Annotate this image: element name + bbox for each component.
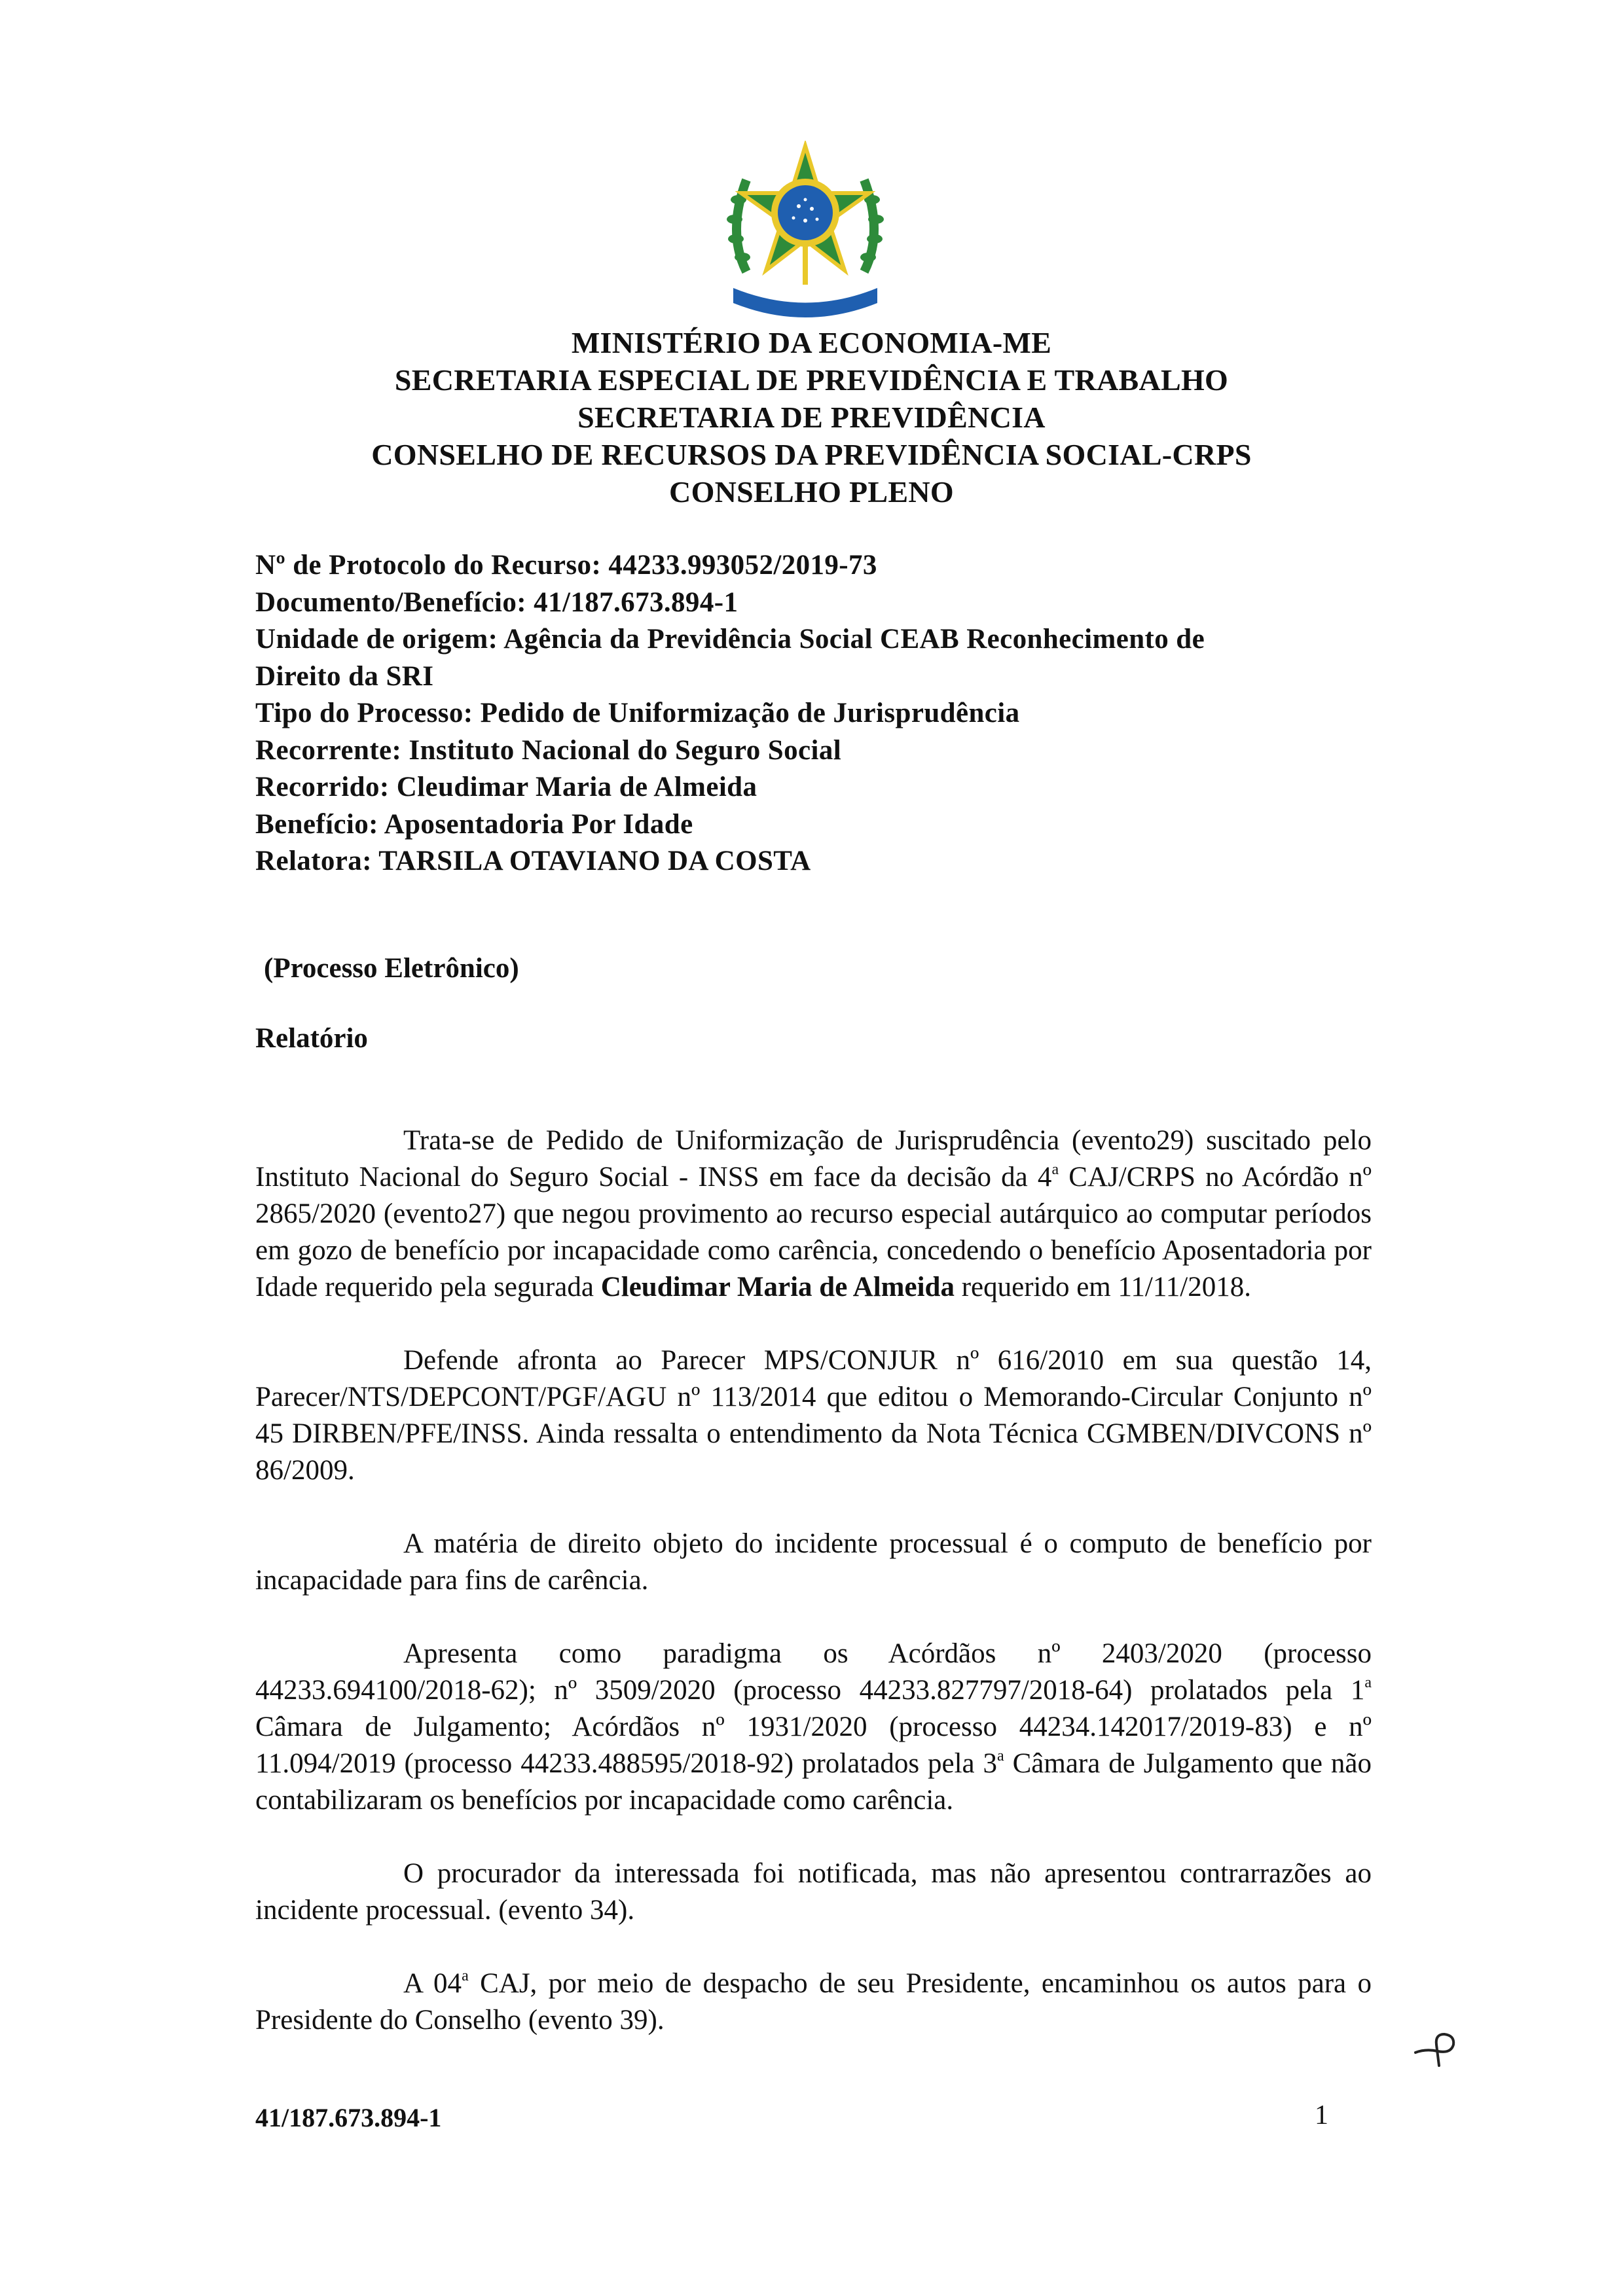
header-line-secretaria: SECRETARIA DE PREVIDÊNCIA [577, 401, 1046, 434]
footer-document-id: 41/187.673.894-1 [255, 2103, 442, 2132]
case-metadata [255, 547, 1372, 880]
paragraph-5: O procurador da interessada foi notificada, mas não apresentou contrarrazões ao incidente processual. (evento 34). [255, 1858, 1372, 1926]
recorrido: Recorrido: Cleudimar Maria de Almeida [255, 772, 757, 802]
document-header [0, 324, 1623, 511]
brasao-da-republica-icon [720, 141, 890, 317]
paragraph-4: Apresenta como paradigma os Acórdãos nº 2403/2020 (processo 44233.694100/2018-62); nº 3509/2020 (processo 44233.827797/2018-64) prolatados pela 1$^a$ Câmara de Julgamento; Acórdãos nº 1931/2020 (processo 44234.142017/2019-83) e nº 11.094/2019 (processo 44233.488595/2018-92) prolatados pela 3$^a$ Câmara de Julgamento que não contabilizaram os benefícios por incapacidade como carência. [255, 1638, 1372, 1816]
documento-beneficio: Documento/Benefício: 41/187.673.894-1 [255, 586, 739, 618]
unidade-origem-line2: Direito da SRI [255, 660, 434, 692]
relatora: Relatora: TARSILA OTAVIANO DA COSTA [255, 846, 811, 876]
handwritten-initial-icon [1413, 2025, 1465, 2071]
paragraph-3: A matéria de direito objeto do incidente processual é o computo de benefício por incapacidade para fins de carência. [255, 1528, 1372, 1596]
paragraph-1: Trata-se de Pedido de Uniformização de Jurisprudência (evento29) suscitado pelo Instituto Nacional do Seguro Social - INSS em face da decisão da 4$^a$ CAJ/CRPS no Acórdão nº 2865/2020 (evento27) que negou provimento ao recurso especial autárquico ao computar períodos em gozo de benefício por incapacidade como carência, concedendo o benefício Aposentadoria por Idade requerido pela segurada Cleudimar Maria de Almeida requerido em 11/11/2018. [255, 1125, 1372, 1302]
segurada-name: Cleudimar Maria de Almeida [600, 1272, 955, 1302]
paragraph-2: Defende afronta ao Parecer MPS/CONJUR nº 616/2010 em sua questão 14, Parecer/NTS/DEPCONT/PGF/AGU nº 113/2014 que editou o Memorando-Circular Conjunto nº 45 DIRBEN/PFE/INSS. Ainda ressalta o entendimento da Nota Técnica CGMBEN/DIVCONS nº 86/2009. [255, 1345, 1372, 1486]
recorrente: Recorrente: Instituto Nacional do Seguro Social [255, 734, 842, 766]
relatorio-body [255, 1122, 1372, 2075]
header-line-ministerio: MINISTÉRIO DA ECONOMIA-ME [571, 326, 1052, 359]
paragraph-6: A 04$^a$ CAJ, por meio de despacho de seu Presidente, encaminhou os autos para o Presidente do Conselho (evento 39). [255, 1967, 1372, 2036]
processo-eletronico-label: (Processo Eletrônico) [264, 953, 519, 984]
beneficio: Benefício: Aposentadoria Por Idade [255, 808, 693, 840]
protocolo: Nº de Protocolo do Recurso: 44233.993052/2019-73 [255, 550, 877, 581]
tipo-processo: Tipo do Processo: Pedido de Uniformização de Jurisprudência [255, 698, 1020, 728]
page-number: 1 [1315, 2100, 1328, 2130]
header-line-secretaria-especial: SECRETARIA ESPECIAL DE PREVIDÊNCIA E TRABALHO [394, 363, 1229, 397]
header-line-conselho-pleno: CONSELHO PLENO [669, 475, 954, 509]
header-line-conselho-recursos: CONSELHO DE RECURSOS DA PREVIDÊNCIA SOCIAL-CRPS [371, 438, 1252, 471]
unidade-origem-line1: Unidade de origem: Agência da Previdência Social CEAB Reconhecimento de [255, 624, 1205, 655]
section-title-relatorio: Relatório [255, 1023, 368, 1054]
